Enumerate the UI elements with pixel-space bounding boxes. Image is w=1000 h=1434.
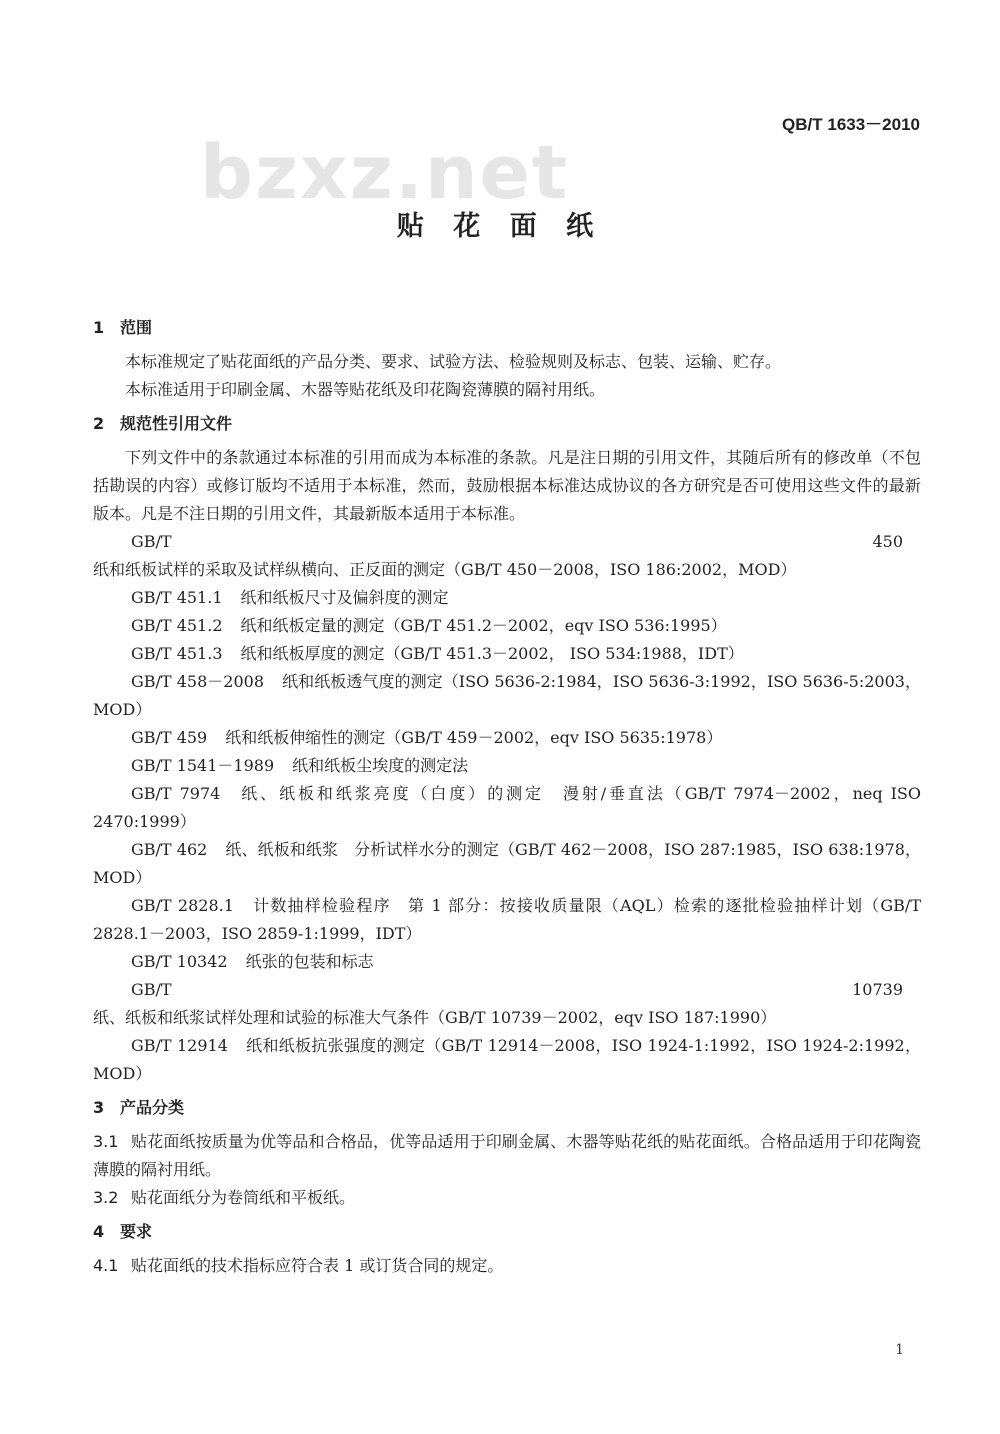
reference-text: 纸和纸板抗张强度的测定（GB/T 12914－2008，ISO 1924-1:1992，ISO 1924-2:1992，MOD） — [93, 1036, 921, 1083]
reference-text: 纸和纸板定量的测定（GB/T 451.2－2002，eqv ISO 536:1995） — [240, 616, 727, 635]
paragraph: 本标准适用于印刷金属、木器等贴花纸及印花陶瓷薄膜的隔衬用纸。 — [125, 380, 606, 399]
reference-item — [93, 1032, 921, 1088]
reference-text: 纸和纸板尺寸及偏斜度的测定 — [240, 588, 449, 607]
reference-text: 纸和纸板尘埃度的测定法 — [292, 756, 469, 775]
clause-number: 4.1 — [93, 1256, 119, 1275]
reference-item — [93, 836, 921, 892]
reference-text: 纸、纸板和纸浆试样处理和试验的标准大气条件（GB/T 10739－2002，eqv ISO 187:1990） — [93, 1008, 777, 1027]
reference-text: 纸和纸板伸缩性的测定（GB/T 459－2002，eqv ISO 5635:1978） — [225, 728, 723, 747]
section-title: 要求 — [120, 1222, 153, 1241]
reference-item — [93, 724, 921, 752]
clause-text: 贴花面纸的技术指标应符合表 1 或订货合同的规定。 — [131, 1256, 504, 1275]
section-heading — [93, 1218, 921, 1246]
reference-item — [93, 640, 921, 668]
section-heading — [93, 410, 921, 438]
standard-code: QB/T 1633－2010 — [782, 115, 920, 134]
section-number: 3 — [93, 1098, 105, 1117]
clause-text: 贴花面纸分为卷筒纸和平板纸。 — [131, 1188, 356, 1207]
clause — [93, 1252, 921, 1280]
reference-item — [93, 976, 921, 1032]
clause-text: 贴花面纸按质量为优等品和合格品，优等品适用于印刷金属、木器等贴花纸的贴花面纸。合格品适用于印花陶瓷薄膜的隔衬用纸。 — [93, 1132, 921, 1179]
section-title: 范围 — [120, 318, 153, 337]
reference-item — [93, 612, 921, 640]
reference-text: 纸张的包装和标志 — [245, 952, 374, 971]
document-title: 贴 花 面 纸 — [396, 211, 604, 242]
reference-code: GB/T 458－2008 — [131, 672, 265, 691]
reference-item — [93, 780, 921, 836]
reference-item — [93, 528, 921, 584]
reference-item — [93, 584, 921, 612]
reference-code: GB/T 450 — [131, 532, 903, 551]
reference-code: GB/T 451.2 — [131, 616, 223, 635]
section-number: 2 — [93, 414, 105, 433]
page-number: 1 — [895, 1342, 904, 1358]
reference-code: GB/T 7974 — [131, 784, 221, 803]
reference-code: GB/T 10739 — [131, 980, 903, 999]
section-heading — [93, 314, 921, 342]
reference-code: GB/T 1541－1989 — [131, 756, 275, 775]
section-title: 规范性引用文件 — [120, 414, 233, 433]
section-number: 4 — [93, 1222, 105, 1241]
reference-code: GB/T 459 — [131, 728, 208, 747]
reference-code: GB/T 451.3 — [131, 644, 223, 663]
reference-code: GB/T 12914 — [131, 1036, 228, 1055]
reference-item — [93, 892, 921, 948]
watermark-text: bzxz.net — [200, 130, 570, 216]
reference-text: 纸、纸板和纸浆亮度（白度）的测定 漫射/垂直法（GB/T 7974－2002，neq ISO 2470:1999） — [93, 784, 921, 831]
document-body — [93, 314, 921, 1280]
reference-item — [93, 668, 921, 724]
paragraph: 下列文件中的条款通过本标准的引用而成为本标准的条款。凡是注日期的引用文件，其随后所有的修改单（不包括勘误的内容）或修订版均不适用于本标准，然而，鼓励根据本标准达成协议的各方研究是否可使用这些文件的最新版本。凡是不注日期的引用文件，其最新版本适用于本标准。 — [93, 448, 921, 523]
reference-item — [93, 948, 921, 976]
reference-code: GB/T 2828.1 — [131, 896, 234, 915]
reference-item — [93, 752, 921, 780]
paragraph: 本标准规定了贴花面纸的产品分类、要求、试验方法、检验规则及标志、包装、运输、贮存。 — [125, 352, 782, 371]
reference-text: 纸和纸板透气度的测定（ISO 5636-2:1984，ISO 5636-3:1992，ISO 5636-5:2003，MOD） — [93, 672, 921, 719]
clause-number: 3.2 — [93, 1188, 119, 1207]
clause-number: 3.1 — [93, 1132, 119, 1151]
reference-text: 纸和纸板试样的采取及试样纵横向、正反面的测定（GB/T 450－2008，ISO 186:2002，MOD） — [93, 560, 797, 579]
reference-code: GB/T 10342 — [131, 952, 228, 971]
section-title: 产品分类 — [120, 1098, 185, 1117]
reference-text: 计数抽样检验程序 第 1 部分：按接收质量限（AQL）检索的逐批检验抽样计划（GB/T 2828.1－2003，ISO 2859-1:1999，IDT） — [93, 896, 921, 943]
reference-text: 纸和纸板厚度的测定（GB/T 451.3－2002， ISO 534:1988，IDT） — [240, 644, 744, 663]
reference-code: GB/T 462 — [131, 840, 208, 859]
reference-text: 纸、纸板和纸浆 分析试样水分的测定（GB/T 462－2008，ISO 287:1985，ISO 638:1978，MOD） — [93, 840, 921, 887]
section-number: 1 — [93, 318, 105, 337]
reference-code: GB/T 451.1 — [131, 588, 223, 607]
clause — [93, 1128, 921, 1184]
section-heading — [93, 1094, 921, 1122]
clause — [93, 1184, 921, 1212]
